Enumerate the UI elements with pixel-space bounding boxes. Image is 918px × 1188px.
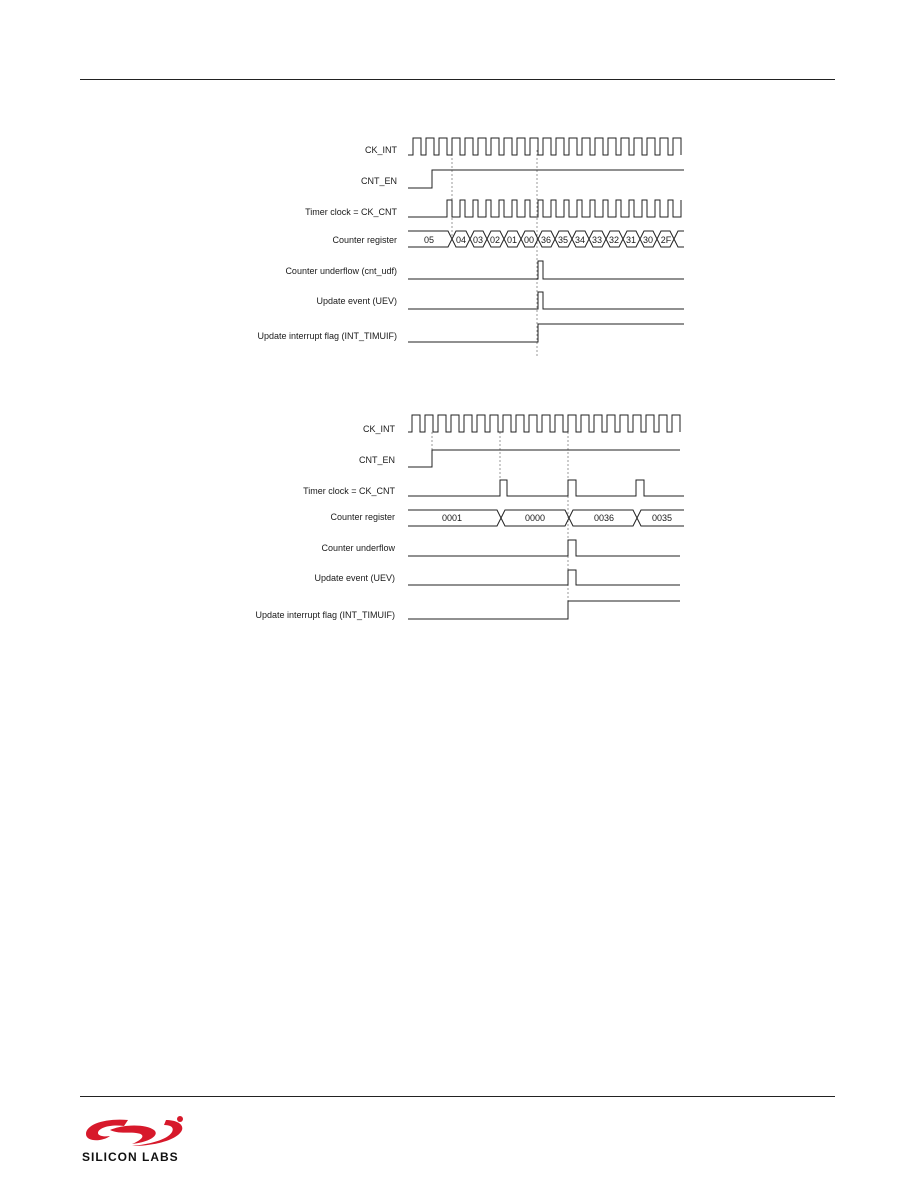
footer-rule xyxy=(80,1096,835,1097)
update-interrupt-flag-waveform xyxy=(408,324,684,342)
signal-label-update-interrupt-flag: Update interrupt flag (INT_TIMUIF) xyxy=(255,610,395,620)
update-interrupt-flag-waveform xyxy=(408,601,680,619)
counter-value: 01 xyxy=(506,235,518,245)
silicon-labs-logo-icon xyxy=(80,1112,190,1152)
signal-label-ck-int: CK_INT xyxy=(362,424,395,434)
signal-label-update-event: Update event (UEV) xyxy=(314,573,395,583)
counter-value: 35 xyxy=(557,235,569,245)
update-event-waveform xyxy=(408,292,684,309)
counter-value: 31 xyxy=(625,235,637,245)
signal-label-timer-clock: Timer clock = CK_CNT xyxy=(303,486,395,496)
signal-label-update-interrupt-flag: Update interrupt flag (INT_TIMUIF) xyxy=(257,331,397,341)
ck-int-waveform xyxy=(408,138,681,155)
cnt-en-waveform xyxy=(408,450,680,467)
counter-value: 03 xyxy=(472,235,484,245)
counter-value: 04 xyxy=(455,235,467,245)
signal-label-counter-register: Counter register xyxy=(332,235,397,245)
counter-value: 0000 xyxy=(524,513,546,523)
timer-clock-waveform xyxy=(408,480,684,496)
counter-value: 30 xyxy=(642,235,654,245)
timing-diagram-1 xyxy=(0,120,918,370)
cnt-en-waveform xyxy=(408,170,684,188)
update-event-waveform xyxy=(408,570,680,585)
timer-clock-waveform xyxy=(408,200,681,217)
signal-label-counter-register: Counter register xyxy=(330,512,395,522)
timing-diagram-2 xyxy=(0,400,918,640)
counter-value: 0001 xyxy=(441,513,463,523)
signal-label-counter-underflow: Counter underflow (cnt_udf) xyxy=(285,266,397,276)
counter-underflow-waveform xyxy=(408,261,684,279)
header-rule xyxy=(80,79,835,80)
counter-value: 36 xyxy=(540,235,552,245)
signal-label-timer-clock: Timer clock = CK_CNT xyxy=(305,207,397,217)
ck-int-waveform xyxy=(408,415,680,432)
counter-value: 2F xyxy=(660,235,672,245)
counter-value: 05 xyxy=(423,235,435,245)
signal-label-update-event: Update event (UEV) xyxy=(316,296,397,306)
counter-value: 00 xyxy=(523,235,535,245)
signal-label-counter-underflow: Counter underflow xyxy=(321,543,395,553)
counter-value: 02 xyxy=(489,235,501,245)
counter-value: 32 xyxy=(608,235,620,245)
counter-underflow-waveform xyxy=(408,540,680,556)
signal-label-cnt-en: CNT_EN xyxy=(358,455,395,465)
signal-label-cnt-en: CNT_EN xyxy=(360,176,397,186)
signal-label-ck-int: CK_INT xyxy=(364,145,397,155)
counter-value: 34 xyxy=(574,235,586,245)
counter-value: 33 xyxy=(591,235,603,245)
logo-text: SILICON LABS xyxy=(82,1150,179,1164)
counter-value: 0035 xyxy=(651,513,673,523)
counter-value: 0036 xyxy=(593,513,615,523)
